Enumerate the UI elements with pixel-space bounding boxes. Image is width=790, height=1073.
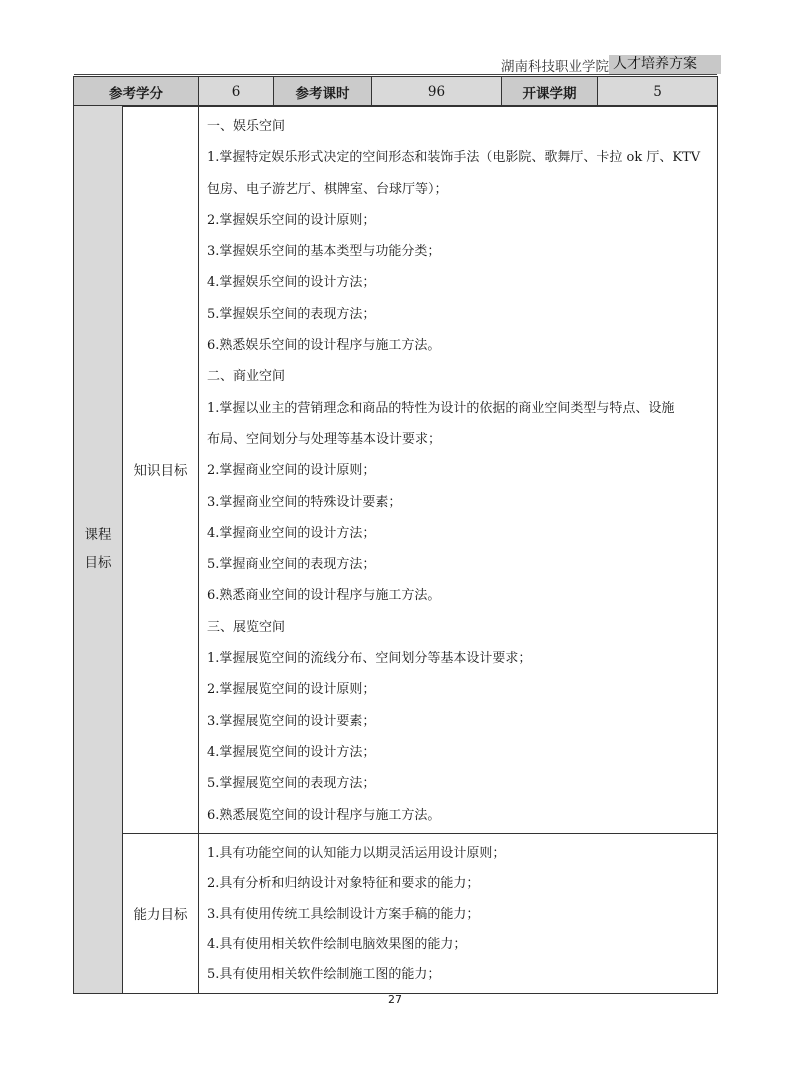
hours-value: 96 xyxy=(372,77,502,107)
credit-label: 参考学分 xyxy=(74,77,199,107)
knowledge-line: 6.熟悉娱乐空间的设计程序与施工方法。 xyxy=(207,338,441,354)
knowledge-line: 4.掌握展览空间的设计方法； xyxy=(207,744,376,760)
knowledge-line: 6.熟悉展览空间的设计程序与施工方法。 xyxy=(207,807,441,823)
knowledge-line: 3.掌握娱乐空间的基本类型与功能分类； xyxy=(207,244,441,260)
knowledge-line: 4.掌握商业空间的设计方法； xyxy=(207,525,376,541)
hours-label: 参考课时 xyxy=(274,77,372,107)
ability-line: 5.具有使用相关软件绘制施工图的能力； xyxy=(207,967,441,983)
knowledge-line: 1.掌握特定娱乐形式决定的空间形态和装饰手法（电影院、歌舞厅、卡拉 ok 厅、KTV xyxy=(207,150,701,166)
knowledge-line: 3.掌握商业空间的特殊设计要素； xyxy=(207,494,402,510)
knowledge-line: 包房、电子游艺厅、棋牌室、台球厅等）； xyxy=(207,181,448,197)
school-name: 湖南科技职业学院 xyxy=(501,59,609,75)
document-title-tag: 人才培养方案 xyxy=(609,55,721,74)
knowledge-line: 二、商业空间 xyxy=(207,369,286,385)
knowledge-line: 三、展览空间 xyxy=(207,619,286,635)
credits-row xyxy=(74,77,718,107)
knowledge-line: 2.掌握展览空间的设计原则； xyxy=(207,682,376,698)
knowledge-objectives-label: 知识目标 xyxy=(123,106,199,834)
ability-line: 2.具有分析和归纳设计对象特征和要求的能力； xyxy=(207,876,480,892)
page-header xyxy=(74,55,717,75)
objectives-label-line2: 目标 xyxy=(84,555,112,572)
semester-value: 5 xyxy=(598,77,718,107)
knowledge-line: 布局、空间划分与处理等基本设计要求； xyxy=(207,431,442,447)
knowledge-line: 一、娱乐空间 xyxy=(207,119,286,134)
knowledge-line: 2.掌握娱乐空间的设计原则； xyxy=(207,212,376,228)
ability-line: 3.具有使用传统工具绘制设计方案手稿的能力； xyxy=(207,906,480,922)
course-objectives-label xyxy=(74,106,123,994)
knowledge-line: 1.掌握展览空间的流线分布、空间划分等基本设计要求； xyxy=(207,651,532,667)
ability-objectives-content xyxy=(199,833,718,993)
ability-objectives-label: 能力目标 xyxy=(123,833,199,993)
course-table xyxy=(73,76,718,107)
knowledge-line: 1.掌握以业主的营销理念和商品的特性为设计的依据的商业空间类型与特点、设施 xyxy=(207,400,675,416)
objectives-table xyxy=(73,105,718,994)
knowledge-line: 5.掌握商业空间的表现方法； xyxy=(207,557,376,573)
knowledge-objectives-content xyxy=(199,106,718,834)
objectives-label-line1: 课程 xyxy=(84,527,112,544)
page-number: 27 xyxy=(388,993,402,1006)
knowledge-line: 3.掌握展览空间的设计要素； xyxy=(207,713,376,729)
knowledge-line: 2.掌握商业空间的设计原则； xyxy=(207,463,376,479)
ability-line: 1.具有功能空间的认知能力以期灵活运用设计原则； xyxy=(207,845,506,861)
ability-line: 4.具有使用相关软件绘制电脑效果图的能力； xyxy=(207,937,467,953)
semester-label: 开课学期 xyxy=(502,77,598,107)
knowledge-line: 5.掌握娱乐空间的表现方法； xyxy=(207,306,376,322)
credit-value: 6 xyxy=(199,77,274,107)
knowledge-line: 6.熟悉商业空间的设计程序与施工方法。 xyxy=(207,588,441,604)
knowledge-line: 5.掌握展览空间的表现方法； xyxy=(207,776,376,792)
knowledge-line: 4.掌握娱乐空间的设计方法； xyxy=(207,275,376,291)
